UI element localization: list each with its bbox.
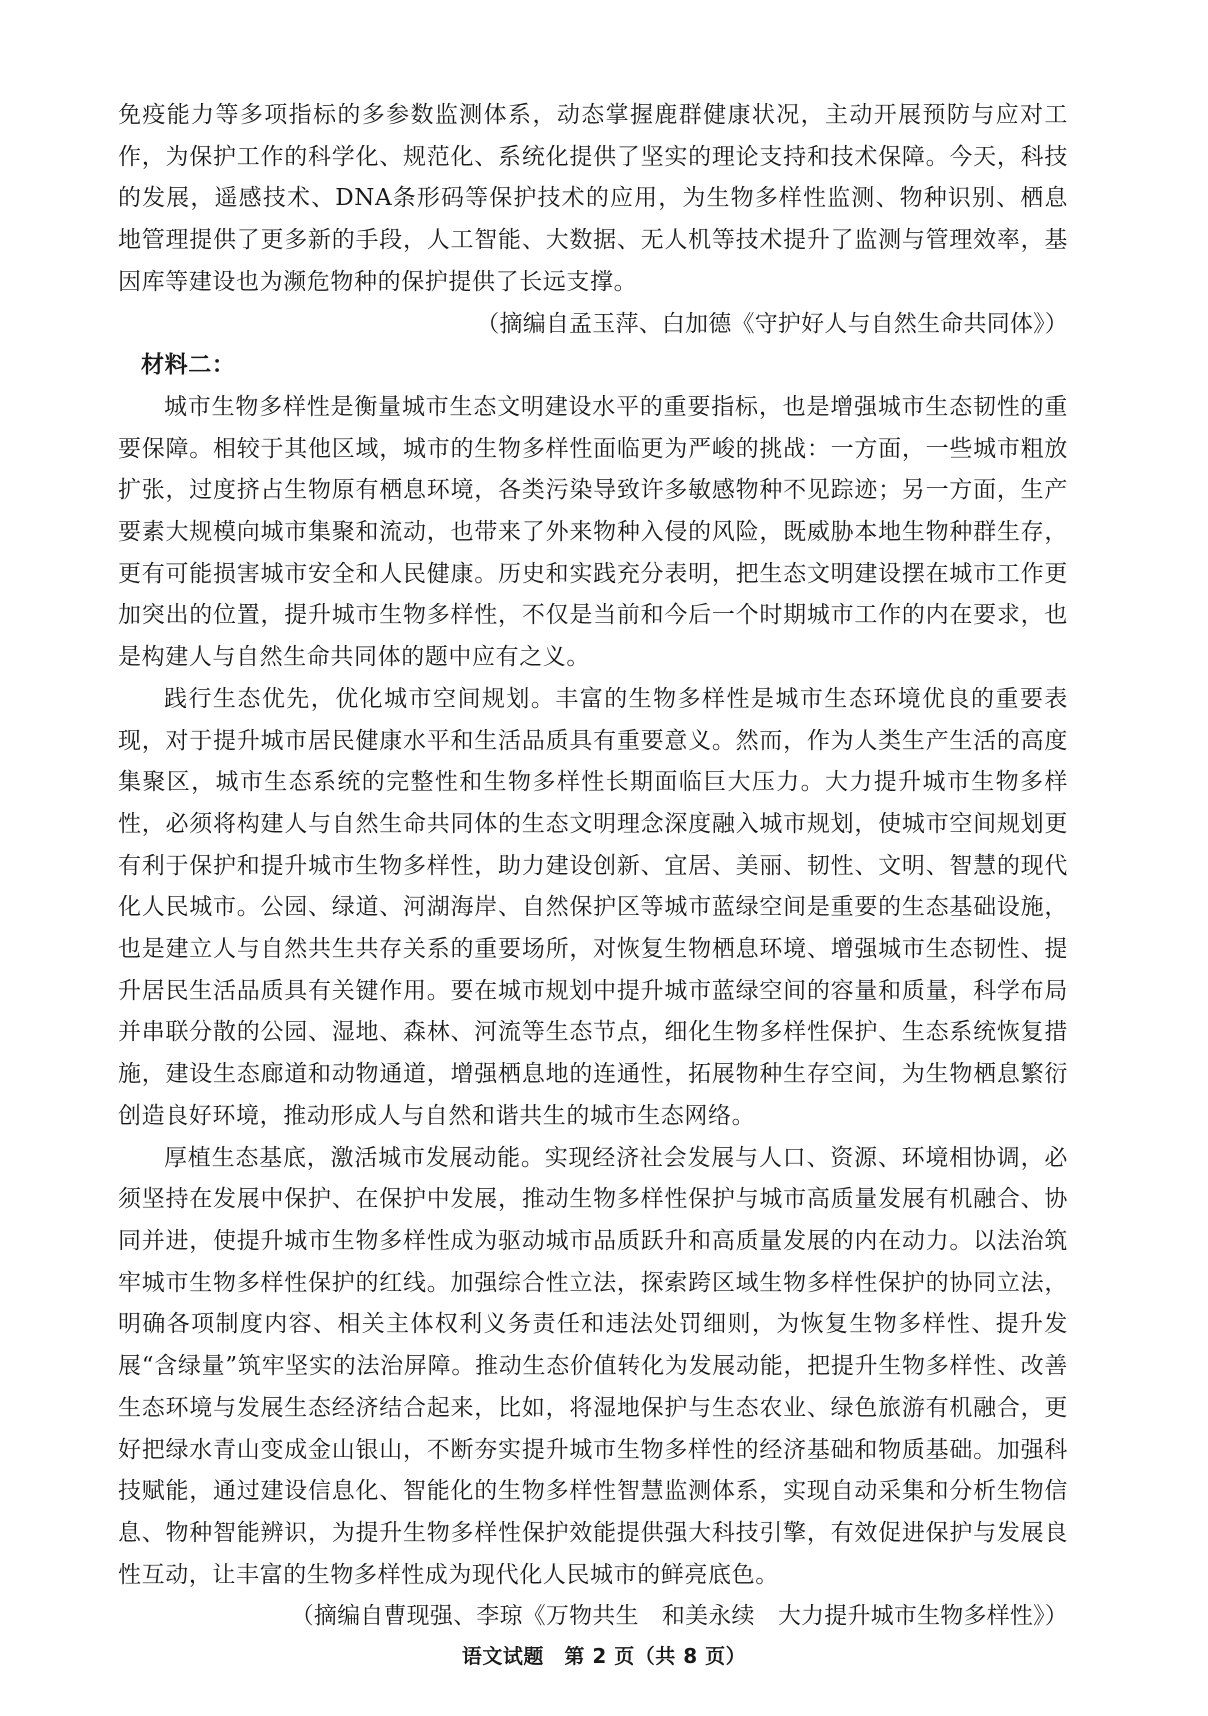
- page-footer: 语文试题 第 2 页（共 8 页）: [461, 1644, 747, 1668]
- article-body: [118, 95, 1068, 1638]
- material-two-source: （摘编自曹现强、李琼《万物共生 和美永续 大力提升城市生物多样性》）: [290, 1603, 1068, 1630]
- material-one-source: （摘编自孟玉萍、白加德《守护好人与自然生命共同体》）: [476, 310, 1068, 337]
- material-two-paragraph-2: 践行生态优先，优化城市空间规划。丰富的生物多样性是城市生态环境优良的重要表现，对于提升城市居民健康水平和生活品质具有重要意义。然而，作为人类生产生活的高度集聚区，城市生态系统的完整性和生物多样性长期面临巨大压力。大力提升城市生物多样性，必须将构建人与自然生命共同体的生态文明理念深度融入城市规划，使城市空间规划更有利于保护和提升城市生物多样性，助力建设创新、宜居、美丽、韧性、文明、智慧的现代化人民城市。公园、绿道、河湖海岸、自然保护区等城市蓝绿空间是重要的生态基础设施，也是建立人与自然共生共存关系的重要场所，对恢复生物栖息环境、增强城市生态韧性、提升居民生活品质具有关键作用。要在城市规划中提升城市蓝绿空间的容量和质量，科学布局并串联分散的公园、湿地、森林、河流等生态节点，细化生物多样性保护、生态系统恢复措施，建设生态廊道和动物通道，增强栖息地的连通性，拓展物种生存空间，为生物栖息繁衍创造良好环境，推动形成人与自然和谐共生的城市生态网络。: [118, 685, 1068, 1129]
- material-two-heading: 材料二：: [141, 352, 236, 379]
- material-two-paragraph-1: 城市生物多样性是衡量城市生态文明建设水平的重要指标，也是增强城市生态韧性的重要保障。相较于其他区域，城市的生物多样性面临更为严峻的挑战：一方面，一些城市粗放扩张，过度挤占生物原有栖息环境，各类污染导致许多敏感物种不见踪迹；另一方面，生产要素大规模向城市集聚和流动，也带来了外来物种入侵的风险，既威胁本地生物种群生存，更有可能损害城市安全和人民健康。历史和实践充分表明，把生态文明建设摆在城市工作更加突出的位置，提升城市生物多样性，不仅是当前和今后一个时期城市工作的内在要求，也是构建人与自然生命共同体的题中应有之义。: [118, 393, 1068, 671]
- material-one-continuation: 免疫能力等多项指标的多参数监测体系，动态掌握鹿群健康状况，主动开展预防与应对工作，为保护工作的科学化、规范化、系统化提供了坚实的理论支持和技术保障。今天，科技的发展，遥感技术、DNA条形码等保护技术的应用，为生物多样性监测、物种识别、栖息地管理提供了更多新的手段，人工智能、大数据、无人机等技术提升了监测与管理效率，基因库等建设也为濒危物种的保护提供了长远支撑。: [118, 102, 1068, 295]
- material-two-paragraph-3: 厚植生态基底，激活城市发展动能。实现经济社会发展与人口、资源、环境相协调，必须坚持在发展中保护、在保护中发展，推动生物多样性保护与城市高质量发展有机融合、协同并进，使提升城市生物多样性成为驱动城市品质跃升和高质量发展的内在动力。以法治筑牢城市生物多样性保护的红线。加强综合性立法，探索跨区域生物多样性保护的协同立法，明确各项制度内容、相关主体权利义务责任和违法处罚细则，为恢复生物多样性、提升发展“含绿量”筑牢坚实的法治屏障。推动生态价值转化为发展动能，把提升生物多样性、改善生态环境与发展生态经济结合起来，比如，将湿地保护与生态农业、绿色旅游有机融合，更好把绿水青山变成金山银山，不断夯实提升城市生物多样性的经济基础和物质基础。加强科技赋能，通过建设信息化、智能化的生物多样性智慧监测体系，实现自动采集和分析生物信息、物种智能辨识，为提升生物多样性保护效能提供强大科技引擎，有效促进保护与发展良性互动，让丰富的生物多样性成为现代化人民城市的鲜亮底色。: [118, 1144, 1068, 1588]
